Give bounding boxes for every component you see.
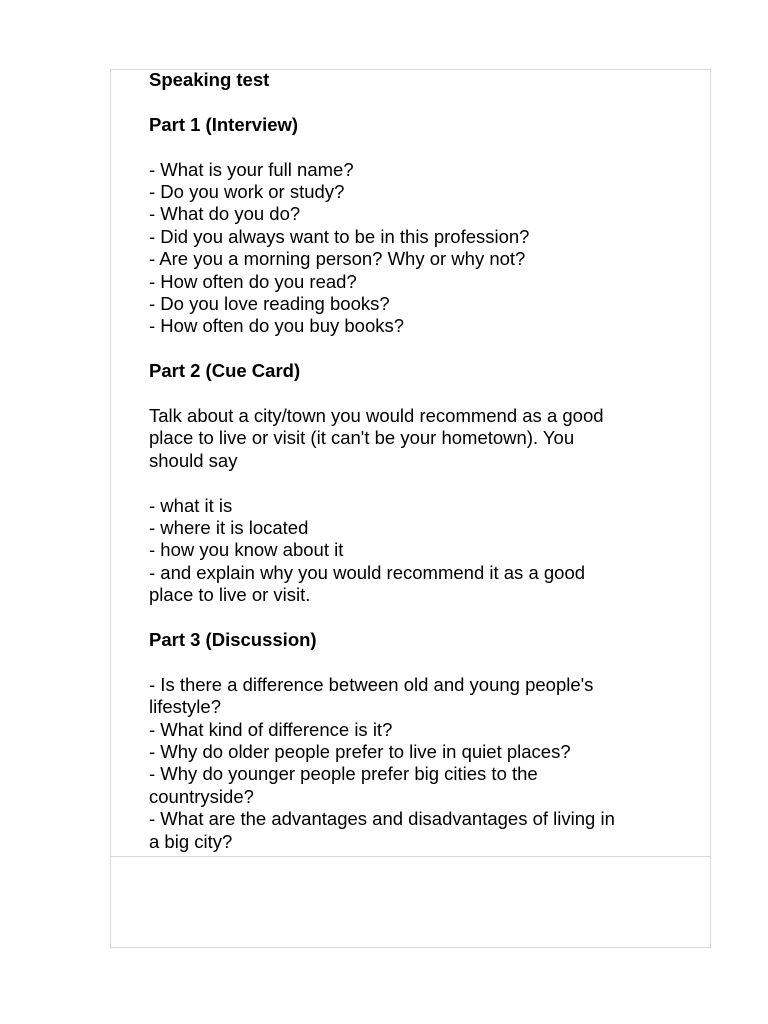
spacer — [149, 651, 689, 673]
list-item: - What do you do? — [149, 203, 301, 225]
list-item: - Do you love reading books? — [149, 293, 390, 315]
list-item: - Did you always want to be in this profession? — [149, 225, 530, 247]
part3-question-list — [149, 674, 689, 853]
spacer — [149, 338, 689, 360]
spacer — [149, 383, 689, 405]
list-item: - and explain why you would recommend it as a good — [149, 561, 586, 583]
list-item: - where it is located — [149, 517, 309, 539]
part1-heading: Part 1 (Interview) — [149, 113, 299, 135]
list-item: - Is there a difference between old and young people's — [149, 673, 594, 695]
list-item: - What are the advantages and disadvantages of living in — [149, 808, 615, 830]
list-item: - What kind of difference is it? — [149, 718, 393, 740]
list-item: - Do you work or study? — [149, 181, 345, 202]
document-content — [149, 69, 689, 853]
part3-heading: Part 3 (Discussion) — [149, 629, 317, 651]
part1-question-list — [149, 159, 689, 338]
list-item: - what it is — [149, 494, 233, 516]
part2-heading: Part 2 (Cue Card) — [149, 360, 301, 382]
spacer — [149, 472, 689, 494]
spacer — [149, 136, 689, 158]
prompt-line: place to live or visit (it can't be your hometown). You — [149, 427, 575, 449]
list-item: - Why do older people prefer to live in quiet places? — [149, 741, 571, 763]
list-item: - How often do you buy books? — [149, 315, 405, 337]
part2-prompt — [149, 405, 689, 472]
list-item: - How often do you read? — [149, 270, 357, 292]
list-item: countryside? — [149, 785, 254, 807]
part2-point-list — [149, 495, 689, 607]
document-title: Speaking test — [149, 69, 270, 90]
prompt-line: Talk about a city/town you would recommend as a good — [149, 405, 604, 427]
list-item: place to live or visit. — [149, 584, 311, 606]
list-item: - Are you a morning person? Why or why not? — [149, 248, 526, 270]
list-item: - What is your full name? — [149, 158, 354, 180]
spacer — [149, 91, 689, 113]
frame-divider — [111, 856, 710, 857]
list-item: lifestyle? — [149, 696, 221, 718]
spacer — [149, 607, 689, 629]
list-item: a big city? — [149, 830, 233, 852]
list-item: - Why do younger people prefer big cities to the — [149, 763, 538, 785]
list-item: - how you know about it — [149, 539, 344, 561]
prompt-line: should say — [149, 449, 238, 471]
